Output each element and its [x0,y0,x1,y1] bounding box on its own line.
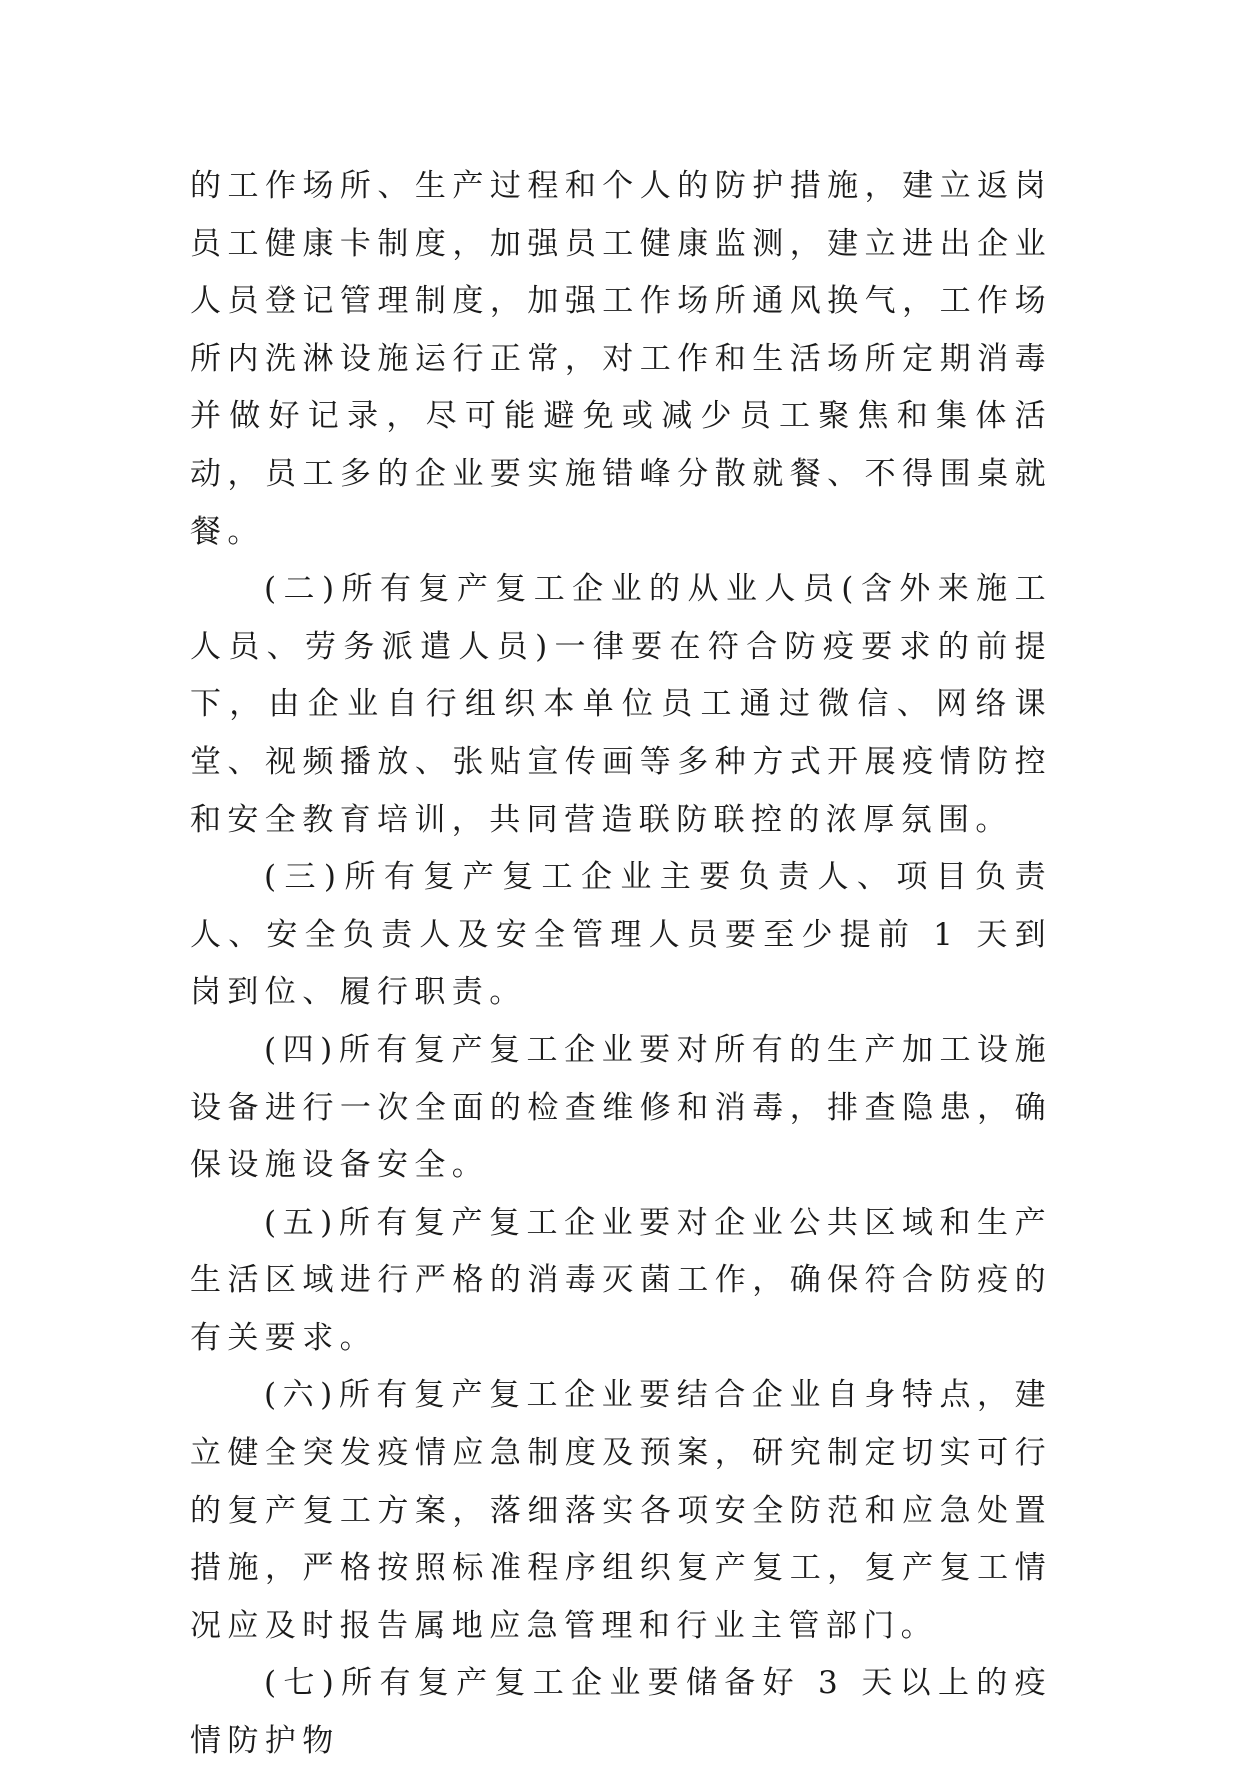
paragraph-4: (四)所有复产复工企业要对所有的生产加工设施设备进行一次全面的检查维修和消毒，排查隐患，确保设施设备安全。 [190,1031,1052,1184]
document-body [190,158,1052,1771]
paragraph-1: 的工作场所、生产过程和个人的防护措施，建立返岗员工健康卡制度，加强员工健康监测，建立进出企业人员登记管理制度，加强工作场所通风换气，工作场所内洗淋设施运行正常，对工作和生活场所定期消毒并做好记录，尽可能避免或减少员工聚焦和集体活动，员工多的企业要实施错峰分散就餐、不得围桌就餐。 [190,168,1052,550]
paragraph-7: (七)所有复产复工企业要储备好 3 天以上的疫情防护物 [190,1665,1052,1760]
paragraph-2: (二)所有复产复工企业的从业人员(含外来施工人员、劳务派遣人员)一律要在符合防疫要求的前提下，由企业自行组织本单位员工通过微信、网络课堂、视频播放、张贴宣传画等多种方式开展疫情防控和安全教育培训，共同营造联防联控的浓厚氛围。 [190,571,1052,838]
paragraph-6: (六)所有复产复工企业要结合企业自身特点，建立健全突发疫情应急制度及预案，研究制定切实可行的复产复工方案，落细落实各项安全防范和应急处置措施，严格按照标准程序组织复产复工，复产复工情况应及时报告属地应急管理和行业主管部门。 [190,1377,1052,1644]
paragraph-3: (三)所有复产复工企业主要负责人、项目负责人、安全负责人及安全管理人员要至少提前 1 天到岗到位、履行职责。 [190,859,1052,1011]
paragraph-5: (五)所有复产复工企业要对企业公共区域和生产生活区域进行严格的消毒灭菌工作，确保符合防疫的有关要求。 [190,1204,1052,1356]
